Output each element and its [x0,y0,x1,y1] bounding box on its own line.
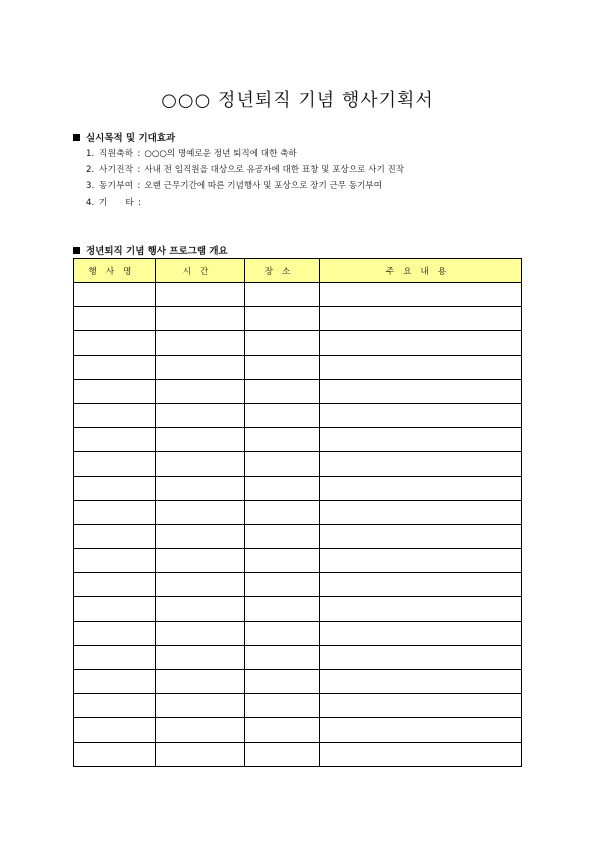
cell-place[interactable] [245,379,320,403]
cell-main-content[interactable] [320,670,522,694]
table-row [74,645,522,669]
table-row [74,694,522,718]
cell-main-content[interactable] [320,621,522,645]
cell-place[interactable] [245,597,320,621]
cell-time[interactable] [156,549,245,573]
cell-time[interactable] [156,573,245,597]
cell-event-name[interactable] [74,331,156,355]
cell-event-name[interactable] [74,670,156,694]
table-row [74,621,522,645]
cell-event-name[interactable] [74,307,156,331]
table-row [74,403,522,427]
cell-main-content[interactable] [320,524,522,548]
cell-main-content[interactable] [320,476,522,500]
table-row [74,452,522,476]
cell-place[interactable] [245,670,320,694]
cell-event-name[interactable] [74,452,156,476]
item-text: 오랜 근무기간에 따른 기념행사 및 포상으로 장기 근무 동기부여 [144,181,383,192]
cell-place[interactable] [245,428,320,452]
cell-main-content[interactable] [320,379,522,403]
cell-event-name[interactable] [74,379,156,403]
cell-time[interactable] [156,355,245,379]
table-row [74,307,522,331]
cell-event-name[interactable] [74,500,156,524]
cell-event-name[interactable] [74,283,156,307]
table-row [74,500,522,524]
table-row [74,670,522,694]
cell-time[interactable] [156,597,245,621]
cell-main-content[interactable] [320,718,522,742]
cell-event-name[interactable] [74,524,156,548]
purpose-item [86,178,404,194]
table-row [74,428,522,452]
cell-event-name[interactable] [74,355,156,379]
cell-place[interactable] [245,742,320,766]
cell-time[interactable] [156,742,245,766]
cell-main-content[interactable] [320,452,522,476]
section-heading-text: 정년퇴직 기념 행사 프로그램 개요 [86,246,228,257]
cell-event-name[interactable] [74,549,156,573]
table-body [74,283,522,767]
cell-time[interactable] [156,379,245,403]
cell-place[interactable] [245,621,320,645]
cell-time[interactable] [156,452,245,476]
table-row [74,355,522,379]
table-row [74,476,522,500]
table-row [74,549,522,573]
item-number: 2. [86,165,95,176]
cell-place[interactable] [245,500,320,524]
item-label: 직원축하 [99,149,134,159]
item-separator: : [137,149,141,159]
cell-event-name[interactable] [74,645,156,669]
cell-main-content[interactable] [320,403,522,427]
item-label: 동기부여 [99,181,134,192]
section-heading-program [73,243,228,257]
column-header-main-content: 주요내용 [320,259,522,283]
item-separator: : [137,165,141,176]
cell-place[interactable] [245,549,320,573]
item-number: 1. [86,149,95,159]
cell-place[interactable] [245,718,320,742]
cell-event-name[interactable] [74,403,156,427]
item-separator: : [137,181,141,192]
cell-main-content[interactable] [320,573,522,597]
cell-event-name[interactable] [74,573,156,597]
cell-event-name[interactable] [74,742,156,766]
square-bullet-icon [73,247,80,254]
item-number: 3. [86,181,95,192]
cell-place[interactable] [245,645,320,669]
cell-time[interactable] [156,476,245,500]
cell-time[interactable] [156,670,245,694]
cell-event-name[interactable] [74,428,156,452]
cell-main-content[interactable] [320,694,522,718]
item-text: 사내 전 임직원을 대상으로 유공자에 대한 표창 및 포상으로 사기 진작 [144,165,405,176]
table-row [74,379,522,403]
cell-event-name[interactable] [74,597,156,621]
cell-time[interactable] [156,307,245,331]
section-heading-purpose [73,130,175,144]
cell-main-content[interactable] [320,645,522,669]
cell-main-content[interactable] [320,742,522,766]
table-row [74,573,522,597]
purpose-item [86,195,404,211]
cell-place[interactable] [245,452,320,476]
cell-time[interactable] [156,403,245,427]
cell-place[interactable] [245,355,320,379]
cell-event-name[interactable] [74,476,156,500]
cell-main-content[interactable] [320,307,522,331]
cell-time[interactable] [156,718,245,742]
cell-event-name[interactable] [74,694,156,718]
cell-time[interactable] [156,694,245,718]
cell-place[interactable] [245,307,320,331]
cell-main-content[interactable] [320,331,522,355]
program-table [73,258,522,767]
cell-main-content[interactable] [320,500,522,524]
cell-time[interactable] [156,621,245,645]
item-separator: : [138,197,141,208]
cell-time[interactable] [156,524,245,548]
cell-place[interactable] [245,403,320,427]
table-row [74,597,522,621]
cell-time[interactable] [156,500,245,524]
purpose-list [86,146,404,211]
item-text: ○○○의 명예로운 정년 퇴직에 대한 축하 [144,149,297,159]
column-header-time: 시간 [156,259,245,283]
cell-main-content[interactable] [320,355,522,379]
cell-time[interactable] [156,428,245,452]
table-row [74,742,522,766]
item-label: 사기진작 [99,165,134,176]
item-label: 기 타 [99,197,134,208]
cell-place[interactable] [245,283,320,307]
cell-main-content[interactable] [320,549,522,573]
cell-time[interactable] [156,283,245,307]
table-row [74,331,522,355]
cell-place[interactable] [245,524,320,548]
cell-event-name[interactable] [74,621,156,645]
cell-main-content[interactable] [320,597,522,621]
column-header-event-name: 행사명 [74,259,156,283]
page-title: ○○○ 정년퇴직 기념 행사기획서 [161,90,434,111]
purpose-item [86,162,404,178]
section-heading-text: 실시목적 및 기대효과 [86,133,176,144]
table-row [74,718,522,742]
cell-place[interactable] [245,573,320,597]
cell-main-content[interactable] [320,283,522,307]
table-row [74,524,522,548]
cell-time[interactable] [156,331,245,355]
square-bullet-icon [73,134,80,141]
cell-place[interactable] [245,694,320,718]
table-header-row [74,259,522,283]
cell-place[interactable] [245,331,320,355]
cell-event-name[interactable] [74,718,156,742]
item-number: 4. [86,197,95,208]
purpose-item [86,146,404,162]
cell-time[interactable] [156,645,245,669]
column-header-place: 장소 [245,259,320,283]
table-row [74,283,522,307]
cell-place[interactable] [245,476,320,500]
cell-main-content[interactable] [320,428,522,452]
